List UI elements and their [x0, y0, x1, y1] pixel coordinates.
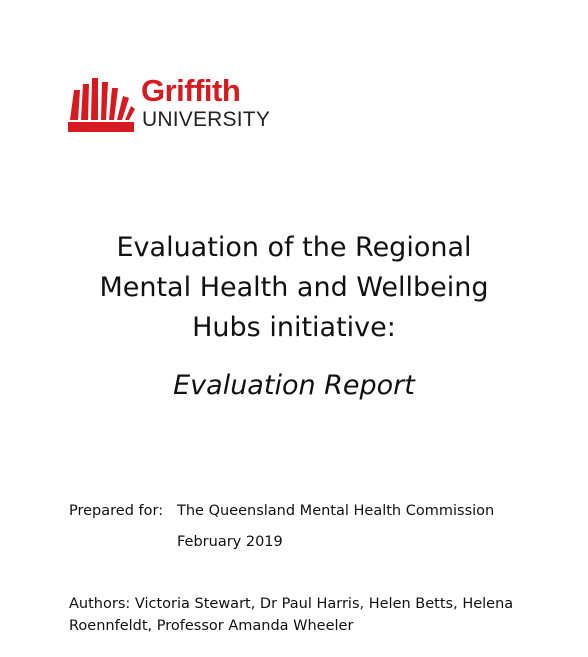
- griffith-university-logo: [68, 73, 288, 134]
- logo-wordmark: Griffith: [141, 73, 241, 108]
- prepared-for-value: The Queensland Mental Health Commission: [177, 503, 495, 519]
- report-date: February 2019: [177, 534, 283, 550]
- prepared-for-row: [69, 501, 494, 521]
- authors-block: [69, 593, 539, 637]
- griffith-crest-icon: [68, 78, 136, 134]
- authors-line-2: Roennfeldt, Professor Amanda Wheeler: [69, 618, 354, 634]
- title-line-3: Hubs initiative:: [192, 312, 396, 343]
- title-line-2: Mental Health and Wellbeing: [99, 272, 489, 303]
- report-subtitle: Evaluation Report: [173, 370, 415, 401]
- report-title: [40, 228, 548, 348]
- title-line-1: Evaluation of the Regional: [116, 232, 472, 263]
- logo-subtext: UNIVERSITY: [142, 108, 271, 131]
- prepared-for-label: Prepared for:: [69, 503, 164, 519]
- authors-line-1: Authors: Victoria Stewart, Dr Paul Harris, Helen Betts, Helena: [69, 596, 514, 612]
